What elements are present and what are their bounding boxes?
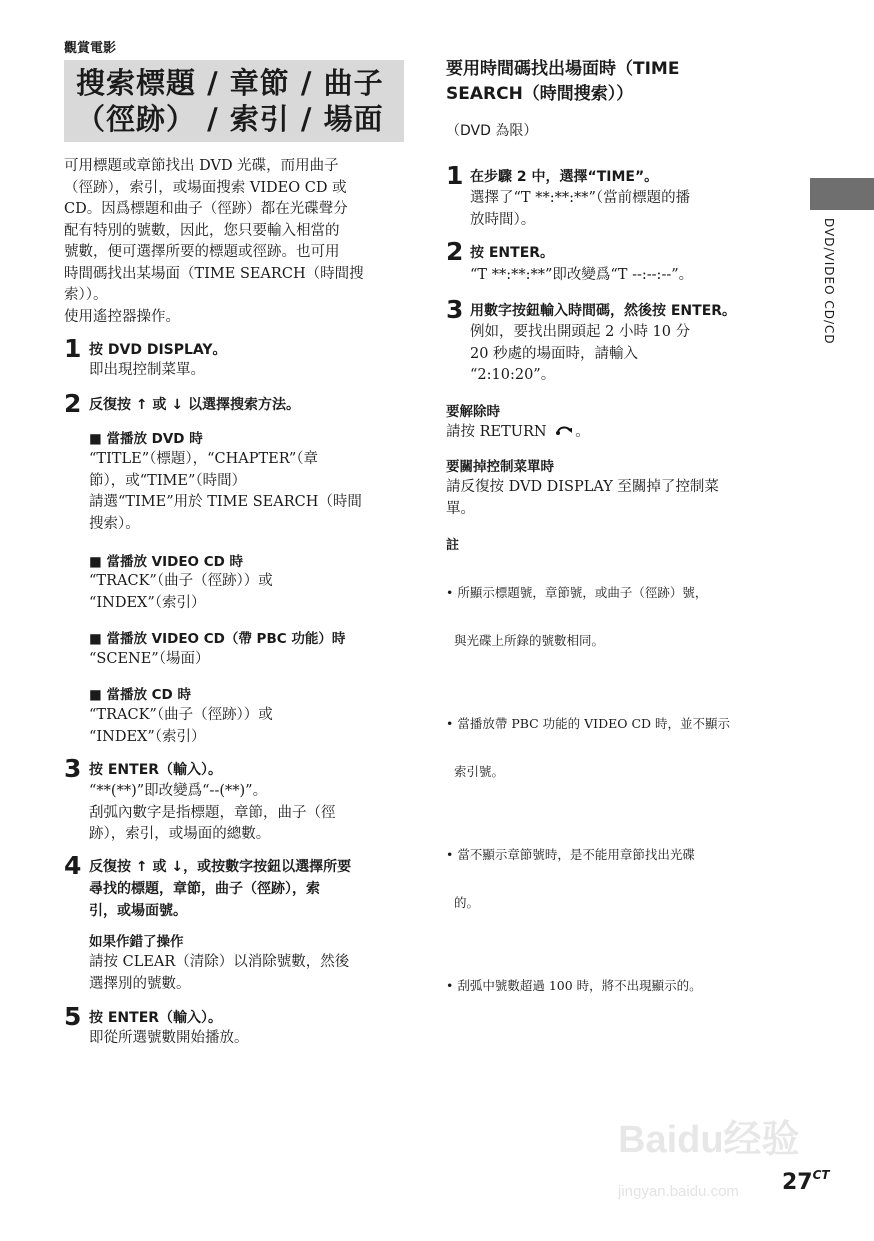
subsection-line: 請選“TIME”用於 TIME SEARCH（時間 xyxy=(89,494,362,510)
step-text: 按 ENTER（輸入）。 xyxy=(89,762,223,778)
watermark-brand: Baidu经验 xyxy=(618,1119,800,1161)
mistake-body xyxy=(89,952,409,995)
step-body xyxy=(470,322,790,387)
right-heading-line: SEARCH（時間搜索）） xyxy=(446,84,634,104)
subsection-body xyxy=(89,571,273,614)
subsection-line: “SCENE”（場面） xyxy=(89,651,210,667)
step-number: 3 xyxy=(64,754,82,783)
subsection-line: 節），或“TIME”（時間） xyxy=(89,472,247,489)
return-arrow-icon xyxy=(555,421,575,443)
mistake-line: 選擇別的號數。 xyxy=(89,975,191,992)
step-body-line: 例如，要找出開頭起 2 小時 10 分 xyxy=(470,324,691,340)
step-text: 按 DVD DISPLAY。 xyxy=(89,342,227,358)
cancel-body xyxy=(446,421,590,443)
step-body-line: 放時間）。 xyxy=(470,211,536,228)
note-line: • 當不顯示章節號時，是不能用章節找出光碟 xyxy=(446,847,695,862)
note-line: 的。 xyxy=(446,895,479,910)
close-menu-line: 請反復按 DVD DISPLAY 至關掉了控制菜 xyxy=(446,479,719,495)
section-label: 觀賞電影 xyxy=(64,41,117,56)
step-text-line: 尋找的標題，章節，曲子（徑跡），索 xyxy=(89,881,320,897)
mistake-heading: 如果作錯了操作 xyxy=(89,934,184,950)
intro-line: CD。因爲標題和曲子（徑跡）都在光碟聲分 xyxy=(64,201,348,217)
subsection-line: “INDEX”（索引） xyxy=(89,728,206,745)
subsection-heading: ■ 當播放 CD 時 xyxy=(89,687,191,703)
subsection-line: “TITLE”（標題），“CHAPTER”（章 xyxy=(89,451,319,467)
watermark-url: jingyan.baidu.com xyxy=(618,1183,739,1200)
intro-paragraph xyxy=(64,156,409,328)
page-title-line1: 搜索標題 / 章節 / 曲子 xyxy=(76,66,384,100)
step-body-line: 選擇了“T **:**:**”（當前標題的播 xyxy=(470,190,691,206)
step-number: 2 xyxy=(446,237,464,266)
subsection-line: “TRACK”（曲子（徑跡））或 xyxy=(89,573,273,589)
page-number-value: 27 xyxy=(782,1170,813,1195)
step-body-line: “**(**)”即改變爲“--(**)”。 xyxy=(89,783,268,799)
step-number: 5 xyxy=(64,1002,82,1031)
note-heading: 註 xyxy=(446,538,460,553)
intro-line: （徑跡），索引，或場面搜索 VIDEO CD 或 xyxy=(64,179,347,196)
step-body-line: 刮弧內數字是指標題，章節，曲子（徑 xyxy=(89,804,336,821)
close-menu-heading: 要關掉控制菜單時 xyxy=(446,459,554,475)
side-tab xyxy=(810,178,874,210)
step-text-line: 反復按 ↑ 或 ↓，或按數字按鈕以選擇所要 xyxy=(89,859,352,875)
page-number xyxy=(782,1170,830,1195)
right-heading-line: 要用時間碼找出場面時（TIME xyxy=(446,59,680,79)
step-text: 按 ENTER。 xyxy=(470,245,555,261)
step-body xyxy=(89,781,409,846)
note-line: • 所顯示標題號，章節號，或曲子（徑跡）號， xyxy=(446,585,708,600)
intro-line: 索））。 xyxy=(64,287,108,303)
page-suffix: CT xyxy=(812,1168,830,1182)
intro-line: 號數，便可選擇所要的標題或徑跡。也可用 xyxy=(64,244,340,260)
intro-line: 可用標題或章節找出 DVD 光碟，而用曲子 xyxy=(64,158,339,174)
intro-line: 使用遙控器操作。 xyxy=(64,308,180,325)
step-body-line: “2:10:20”。 xyxy=(470,367,556,383)
right-heading xyxy=(446,57,776,107)
step-number: 4 xyxy=(64,851,82,880)
step-body-line: 跡），索引，或場面的總數。 xyxy=(89,826,271,842)
subsection-heading: ■ 當播放 VIDEO CD（帶 PBC 功能）時 xyxy=(89,631,346,647)
subsection-heading: ■ 當播放 VIDEO CD 時 xyxy=(89,554,244,570)
step-text xyxy=(89,856,409,922)
page-title-line2: （徑跡） / 索引 / 場面 xyxy=(76,102,384,136)
step-text: 用數字按鈕輸入時間碼，然後按 ENTER。 xyxy=(470,303,737,319)
step-text-line: 引，或場面號。 xyxy=(89,903,187,919)
subsection-line: “INDEX”（索引） xyxy=(89,594,206,611)
cancel-heading: 要解除時 xyxy=(446,404,500,420)
subsection-heading: ■ 當播放 DVD 時 xyxy=(89,431,203,447)
step-text: 反復按 ↑ 或 ↓ 以選擇搜索方法。 xyxy=(89,397,300,413)
step-body: 即出現控制菜單。 xyxy=(89,362,205,378)
step-number: 1 xyxy=(64,334,82,363)
subsection-body xyxy=(89,649,209,671)
intro-line: 時間碼找出某場面（TIME SEARCH（時間搜 xyxy=(64,265,364,282)
note-line: • 當播放帶 PBC 功能的 VIDEO CD 時，並不顯示 xyxy=(446,716,731,731)
side-label: DVD/VIDEO CD/CD xyxy=(822,218,836,345)
step-body: “T **:**:**”即改變爲“T --:--:--”。 xyxy=(470,267,694,283)
note-line: 索引號。 xyxy=(446,764,504,779)
step-body: 即從所選號數開始播放。 xyxy=(89,1030,249,1046)
note-line: • 刮弧中號數超過 100 時，將不出現顯示的。 xyxy=(446,978,702,993)
step-text: 按 ENTER（輸入）。 xyxy=(89,1010,223,1026)
note-line: 與光碟上所錄的號數相同。 xyxy=(446,633,604,648)
subsection-line: 搜索）。 xyxy=(89,515,140,532)
intro-line: 配有特別的號數，因此，您只要輸入相當的 xyxy=(64,222,340,239)
close-menu-line: 單。 xyxy=(446,500,475,517)
step-body-line: 20 秒處的場面時，請輸入 xyxy=(470,345,639,362)
step-text: 在步驟 2 中，選擇“TIME”。 xyxy=(470,169,659,185)
mistake-line: 請按 CLEAR（清除）以消除號數，然後 xyxy=(89,954,350,970)
subsection-body xyxy=(89,449,409,535)
cancel-text: 請按 RETURN xyxy=(446,423,547,440)
period: 。 xyxy=(575,423,590,440)
notes-list xyxy=(446,553,786,1010)
step-number: 2 xyxy=(64,389,82,418)
subsection-body xyxy=(89,705,273,748)
step-number: 3 xyxy=(446,295,464,324)
step-body xyxy=(470,188,790,231)
close-menu-body xyxy=(446,477,776,520)
subsection-line: “TRACK”（曲子（徑跡））或 xyxy=(89,707,273,723)
dvd-only-note: （DVD 為限） xyxy=(446,123,538,139)
step-number: 1 xyxy=(446,161,464,190)
